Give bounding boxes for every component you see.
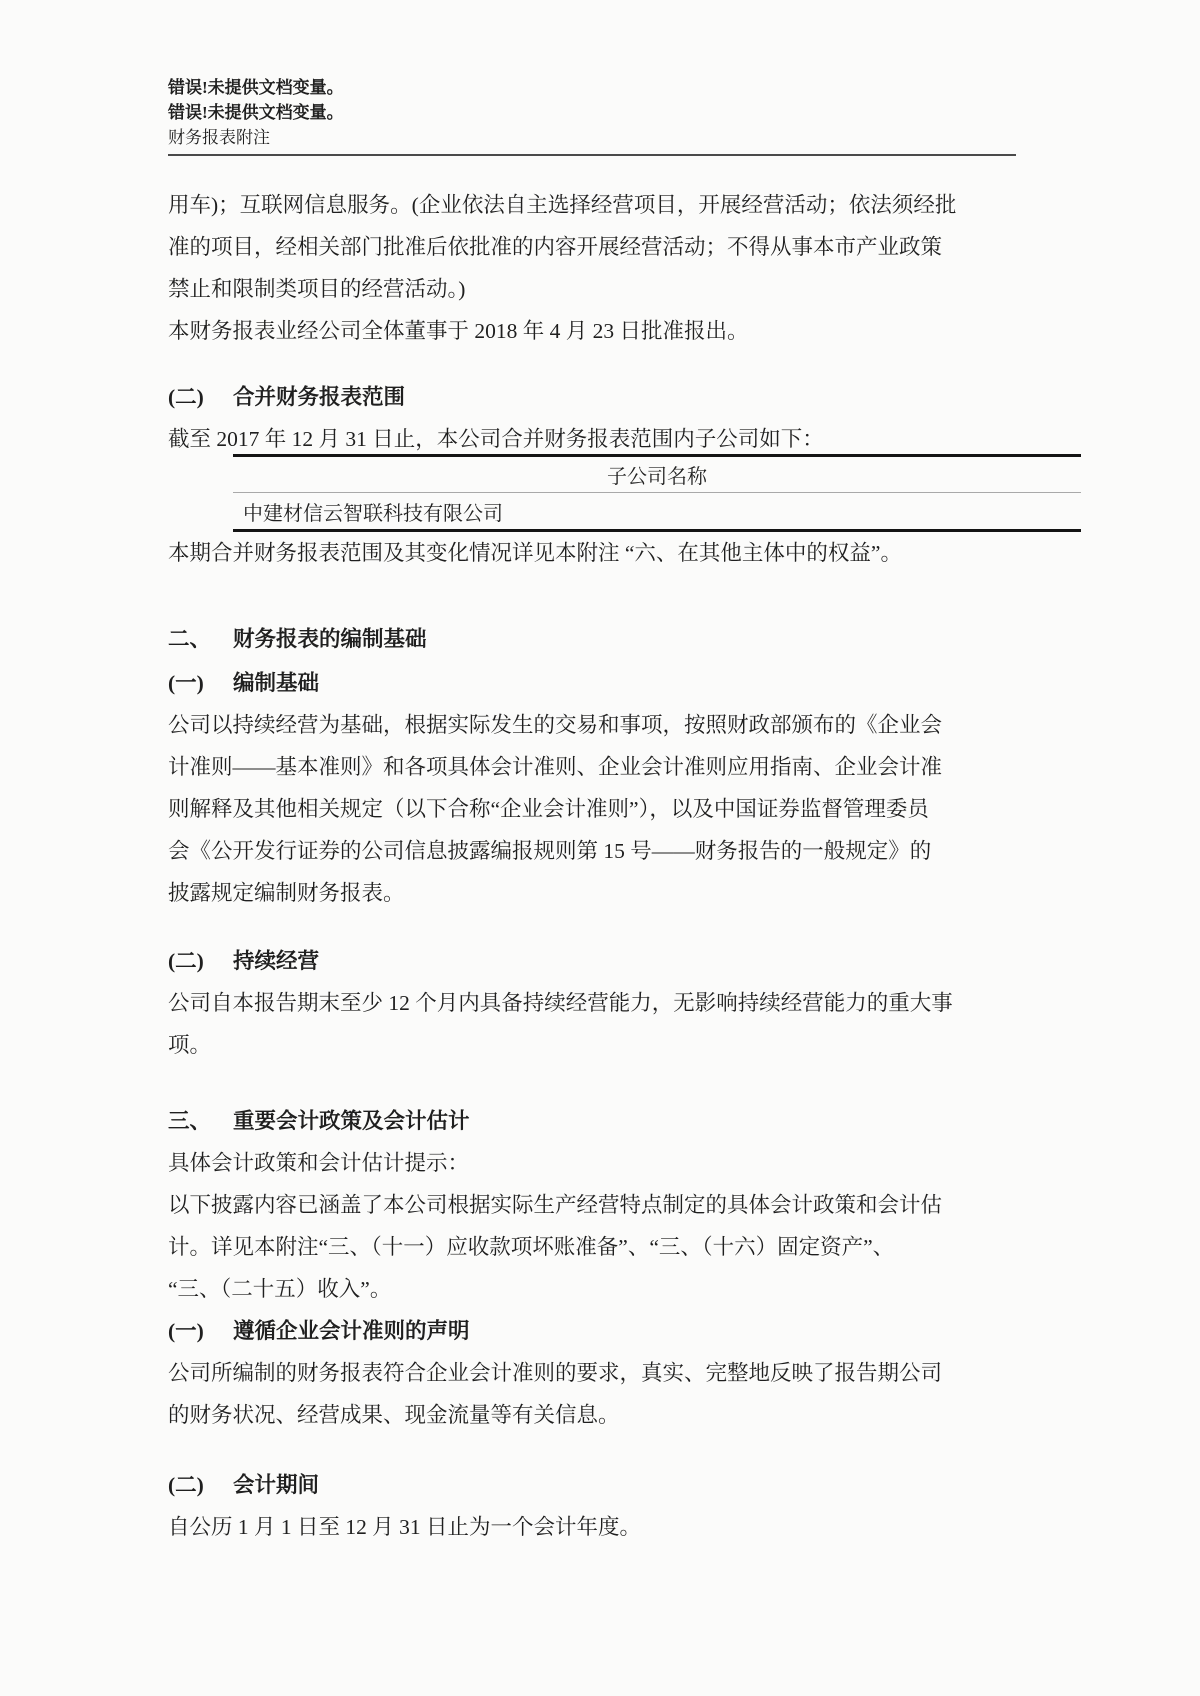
text-line: 则解释及其他相关规定（以下合称“企业会计准则”），以及中国证券监督管理委员 (168, 797, 929, 821)
preparation-basis-paragraph (168, 704, 1016, 914)
text-line: 披露规定编制财务报表。 (168, 881, 405, 905)
text-line: 计准则——基本准则》和各项具体会计准则、企业会计准则应用指南、企业会计准 (168, 755, 943, 779)
subsection-title: 持续经营 (233, 949, 320, 973)
section-label: (二) (168, 385, 204, 409)
intro-paragraph-2: 本财务报表业经公司全体董事于 2018 年 4 月 23 日批准报出。 (168, 319, 749, 343)
consolidation-intro: 截至 2017 年 12 月 31 日止，本公司合并财务报表范围内子公司如下： (168, 427, 824, 451)
section-label: 三、 (168, 1109, 212, 1133)
section-title: 财务报表的编制基础 (233, 627, 427, 651)
section-title: 合并财务报表范围 (233, 385, 406, 409)
policies-paragraph (168, 1184, 1016, 1310)
subsection-title: 编制基础 (233, 671, 320, 695)
subsection-compliance-heading (168, 1310, 1016, 1352)
subsection-going-concern-heading (168, 940, 1016, 982)
header-subtitle: 财务报表附注 (168, 128, 270, 147)
text-line: 准的项目，经相关部门批准后依批准的内容开展经营活动；不得从事本市产业政策 (168, 235, 943, 259)
header-error-line-2: 错误!未提供文档变量。 (168, 103, 344, 122)
text-line: 公司以持续经营为基础，根据实际发生的交易和事项，按照财政部颁布的《企业会 (168, 713, 943, 737)
text-line: “三、（二十五）收入”。 (168, 1277, 392, 1301)
section-basis-heading (168, 618, 1016, 660)
text-line: 用车)；互联网信息服务。(企业依法自主选择经营项目，开展经营活动；依法须经批 (168, 193, 957, 217)
accounting-period-paragraph: 自公历 1 月 1 日至 12 月 31 日止为一个会计年度。 (168, 1515, 642, 1539)
subsection-title: 会计期间 (233, 1473, 320, 1497)
policies-hint: 具体会计政策和会计估计提示： (168, 1151, 470, 1175)
subsection-accounting-period-heading (168, 1464, 1016, 1506)
section-consolidation-heading (168, 376, 1016, 418)
table-row: 中建材信云智联科技有限公司 (243, 502, 503, 525)
text-line: 以下披露内容已涵盖了本公司根据实际生产经营特点制定的具体会计政策和会计估 (168, 1193, 943, 1217)
text-line: 计。详见本附注“三、（十一）应收款项坏账准备”、“三、（十六）固定资产”、 (168, 1235, 895, 1259)
text-line: 禁止和限制类项目的经营活动。) (168, 277, 466, 301)
header-error-line-1: 错误!未提供文档变量。 (168, 78, 344, 97)
table-header-cell: 子公司名称 (607, 466, 707, 488)
intro-paragraph-1 (168, 184, 1016, 310)
section-label: 二、 (168, 627, 212, 651)
subsidiary-table (233, 454, 1081, 532)
consolidation-note: 本期合并财务报表范围及其变化情况详见本附注 “六、在其他主体中的权益”。 (168, 541, 902, 565)
going-concern-paragraph (168, 982, 1016, 1066)
table-header-row (233, 457, 1081, 493)
text-line: 公司自本报告期末至少 12 个月内具备持续经营能力，无影响持续经营能力的重大事 (168, 991, 953, 1015)
table-body (233, 493, 1081, 529)
subsection-label: (一) (168, 1319, 204, 1343)
compliance-paragraph (168, 1352, 1016, 1436)
text-line: 会《公开发行证券的公司信息披露编报规则第 15 号——财务报告的一般规定》的 (168, 839, 932, 863)
section-title: 重要会计政策及会计估计 (233, 1109, 470, 1133)
doc-header (168, 75, 1016, 150)
subsection-preparation-basis-heading (168, 662, 1016, 704)
header-rule (168, 154, 1016, 156)
text-line: 的财务状况、经营成果、现金流量等有关信息。 (168, 1403, 620, 1427)
subsection-label: (二) (168, 949, 204, 973)
text-line: 公司所编制的财务报表符合企业会计准则的要求，真实、完整地反映了报告期公司 (168, 1361, 943, 1385)
section-policies-heading (168, 1100, 1016, 1142)
subsection-label: (二) (168, 1473, 204, 1497)
subsection-title: 遵循企业会计准则的声明 (233, 1319, 470, 1343)
subsection-label: (一) (168, 671, 204, 695)
text-line: 项。 (168, 1033, 212, 1057)
